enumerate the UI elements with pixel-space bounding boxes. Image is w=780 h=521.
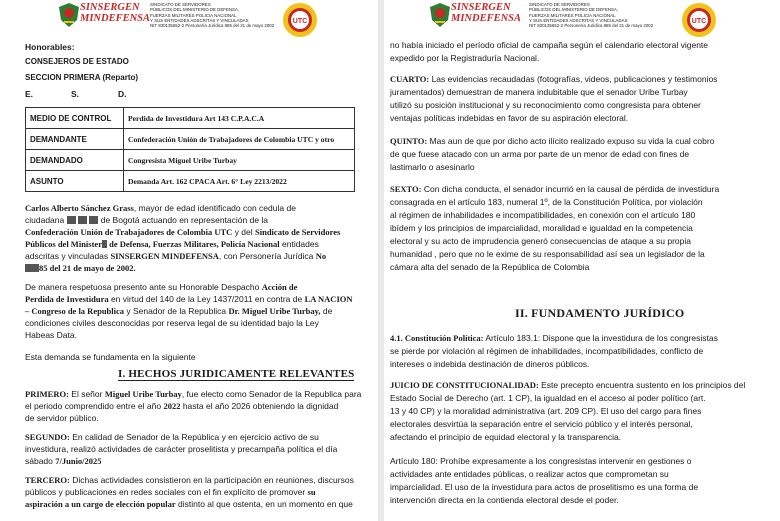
body-line: expedido por la Registraduría Nacional. [390, 53, 540, 63]
fact-line: ventajas políticas indebidas en favor de su aspiración electoral. [390, 113, 629, 123]
d-letter: D. [118, 89, 127, 99]
fact-line: de que fuese atacado con un arma por parte de un menor de edad con fines de [390, 149, 690, 159]
fact-line: juramentados) demuestran de manera indubitable que el senador Uribe Turbay [390, 87, 688, 97]
section-title: SECCION PRIMERA (Reparto) [25, 73, 139, 82]
fact-line: SEXTO: Con dicha conducta, el senador incurrió en la causal de pérdida de investidura [390, 184, 720, 194]
control-table [25, 107, 355, 192]
law-line: electorales desvirtúa la separación entre el servicio público y el interés personal, [390, 419, 693, 429]
union-emblem-icon [58, 2, 80, 28]
table-key: MEDIO DE CONTROL [26, 108, 124, 129]
document-page-left [0, 0, 378, 521]
letterhead [429, 2, 719, 40]
utc-badge-icon [681, 2, 717, 38]
fact-line: al régimen de inhabilidades e incompatibilidades, en conexión con el artículo 180 [390, 210, 696, 220]
svg-text:UTC: UTC [691, 18, 707, 25]
section-heading: II. FUNDAMENTO JURÍDICO [515, 306, 685, 320]
e-letter: E. [25, 89, 34, 99]
body-line: De manera respetuosa presento ante su Honorable Despacho Acción de [25, 282, 298, 292]
fact-line: cámara alta del senado de la República de Colombia [390, 262, 590, 272]
intro-line: Carlos Alberto Sánchez Grass, mayor de edad identificado con cedula de [25, 203, 296, 213]
redaction-block [78, 216, 87, 224]
union-emblem-icon [429, 2, 451, 28]
fact-line: TERCERO: Dichas actividades consistieron en la participación en reuniones, discursos [25, 475, 354, 485]
law-line: 13 y 40 CP) y la moralidad administrativa (art. 209 CP). El uso del cargo para fines [390, 406, 702, 416]
svg-text:UTC: UTC [292, 18, 308, 25]
law-line: JUICIO DE CONSTITUCIONALIDAD: Este precepto encuentra sustento en los principios del [390, 380, 746, 390]
table-key: DEMANDANTE [26, 129, 124, 150]
greeting: Honorables: [25, 42, 75, 52]
law-line: se pierde por violación al régimen de inhabilidades, incompatibilidades, conflicto de [390, 346, 704, 356]
table-value: Confederación Unión de Trabajadores de Colombia UTC y otro [124, 129, 355, 150]
union-info: SINDICATO DE SERVIDORES PÚBLICOS DEL MINISTERIO DE DEFENSA, FUERZAS MILITARES POLICIA NACIONAL Y SUS ENTIDADES ADSCRITAS Y VINCULADAS NIT 830135652-2 Personería Jurídica 885 del 21 de mayo 2002 [529, 2, 654, 29]
fact-line: PRIMERO: El señor Miguel Uribe Turbay, fue electo como Senador de la Republica para [25, 389, 362, 399]
letterhead [58, 2, 318, 40]
fact-line: humanidad , pero que no le exime de su responsabilidad así sea un legislador de la [390, 249, 705, 259]
org-name: SINSERGEN MINDEFENSA [80, 2, 151, 24]
body-line: Habeas Data. [25, 330, 77, 340]
intro-line: 85 del 21 de mayo de 2002. [25, 263, 136, 275]
law-line: actividades ante entidades públicas, o realizar actos que comprometan su [390, 469, 669, 479]
fact-line: lastimarlo o asesinarlo [390, 162, 475, 172]
fact-line: sábado 7/Junio/2025 [25, 456, 102, 466]
fact-line: el periodo comprendido entre el año 2022 hasta el año 2026 obteniendo la dignidad [25, 401, 339, 411]
intro-line: Públicos del Minister de Defensa, Fuerzas Militares, Policía Nacional entidades [25, 239, 319, 249]
section-heading: I. HECHOS JURIDICAMENTE RELEVANTES [118, 368, 355, 380]
fact-line: aspiración a un cargo de elección popular distinto al que ostenta, en un momento en que [25, 499, 353, 509]
fact-line: públicos y publicaciones en redes sociales con el fin explícito de promover su [25, 487, 316, 497]
table-row [26, 108, 355, 129]
table-value: Congresista Miguel Uribe Turbay [124, 150, 355, 171]
table-row [26, 129, 355, 150]
redaction-block [25, 264, 39, 272]
fact-line: de servidor público. [25, 413, 99, 423]
fact-line: consagrada en el artículo 183, numeral 1º, de la Constitución Política, por violación [390, 197, 703, 207]
intro-line: adscritas y vinculadas SINSERGEN MINDEFENSA, con Personería Jurídica No [25, 251, 327, 261]
intro-line: Confederación Unión de Trabajadores de Colombia UTC y del Sindicato de Servidores [25, 227, 341, 237]
fact-line: SEGUNDO: En calidad de Senador de la República y en ejercicio activo de su [25, 432, 319, 442]
table-value: Demanda Art. 162 CPACA Art. 6° Ley 2213/2022 [124, 171, 355, 192]
law-line: intereses o indebida destinación de dineros públicos. [390, 359, 590, 369]
law-line: intervención directa en la contienda electoral desde el poder. [390, 495, 619, 505]
utc-badge-icon [282, 2, 318, 38]
table-value: Perdida de Investidura Art 143 C.P.A.C.A [124, 108, 355, 129]
body-line: – Congreso de la Republica y Senador de la Republica Dr. Miguel Uribe Turbay, de [25, 306, 333, 316]
law-line: Artículo 180: Prohíbe expresamente a los congresistas intervenir en gestiones o [390, 456, 692, 466]
fact-line: CUARTO: Las evidencias recaudadas (fotografías, videos, publicaciones y testimonios [390, 74, 718, 84]
fact-line: QUINTO: Mas aun de que por dicho acto ilícito realizado expuso su vida la cual cobro [390, 136, 715, 146]
table-row [26, 171, 355, 192]
council-title: CONSEJEROS DE ESTADO [25, 57, 129, 66]
fact-line: ibídem y los principios de imparcialidad, moralidad e igualdad en la competencia [390, 223, 693, 233]
fact-line: utilizó su posición institucional y su reconocimiento como congresista para obtener [390, 100, 701, 110]
table-key: ASUNTO [26, 171, 124, 192]
body-line: no había iniciado el período oficial de campaña según el calendario electoral vigente [390, 40, 709, 50]
redaction-block [89, 216, 98, 224]
law-line: afectando el principio de equidad electoral y la transparencia. [390, 432, 622, 442]
fact-line: investidura, realizó actividades de carácter proselitista y precampaña política el día [25, 444, 338, 454]
fact-line: electoral y su acto de imprudencia generó consecuencias de ataque a su propia [390, 236, 691, 246]
body-line: condiciones civiles desconocidas por reserva legal de su identidad bajo la Ley [25, 318, 319, 328]
law-line: imparcialidad. El uso de la investidura para actos de proselitismo es una forma de [390, 482, 699, 492]
body-line: Esta demanda se fundamenta en la siguiente [25, 352, 196, 362]
table-key: DEMANDADO [26, 150, 124, 171]
law-line: 4.1. Constitución Política: Artículo 183.1: Dispone que la investidura de los congresistas [390, 333, 718, 343]
law-line: Estado Social de Derecho (art. 1 CP), la igualdad en el acceso al poder político (art. [390, 393, 706, 403]
s-letter: S. [71, 89, 80, 99]
body-line: Perdida de Investidura en virtud del 140 de la Ley 1437/2011 en contra de LA NACION [25, 294, 353, 304]
union-info: SINDICATO DE SERVIDORES PÚBLICOS DEL MINISTERIO DE DEFENSA, FUERZAS MILITARES POLICIA NACIONAL Y SUS ENTIDADES ADSCRITAS Y VINCULADAS NIT 830135652-2 Personería Jurídica 885 del 21 de mayo 2002 [150, 2, 275, 29]
intro-line: ciudadana de Bogotá actuando en representación de la [25, 215, 269, 225]
table-row [26, 150, 355, 171]
redaction-block [67, 216, 76, 224]
document-page-right [384, 0, 780, 521]
org-name: SINSERGEN MINDEFENSA [451, 2, 522, 24]
